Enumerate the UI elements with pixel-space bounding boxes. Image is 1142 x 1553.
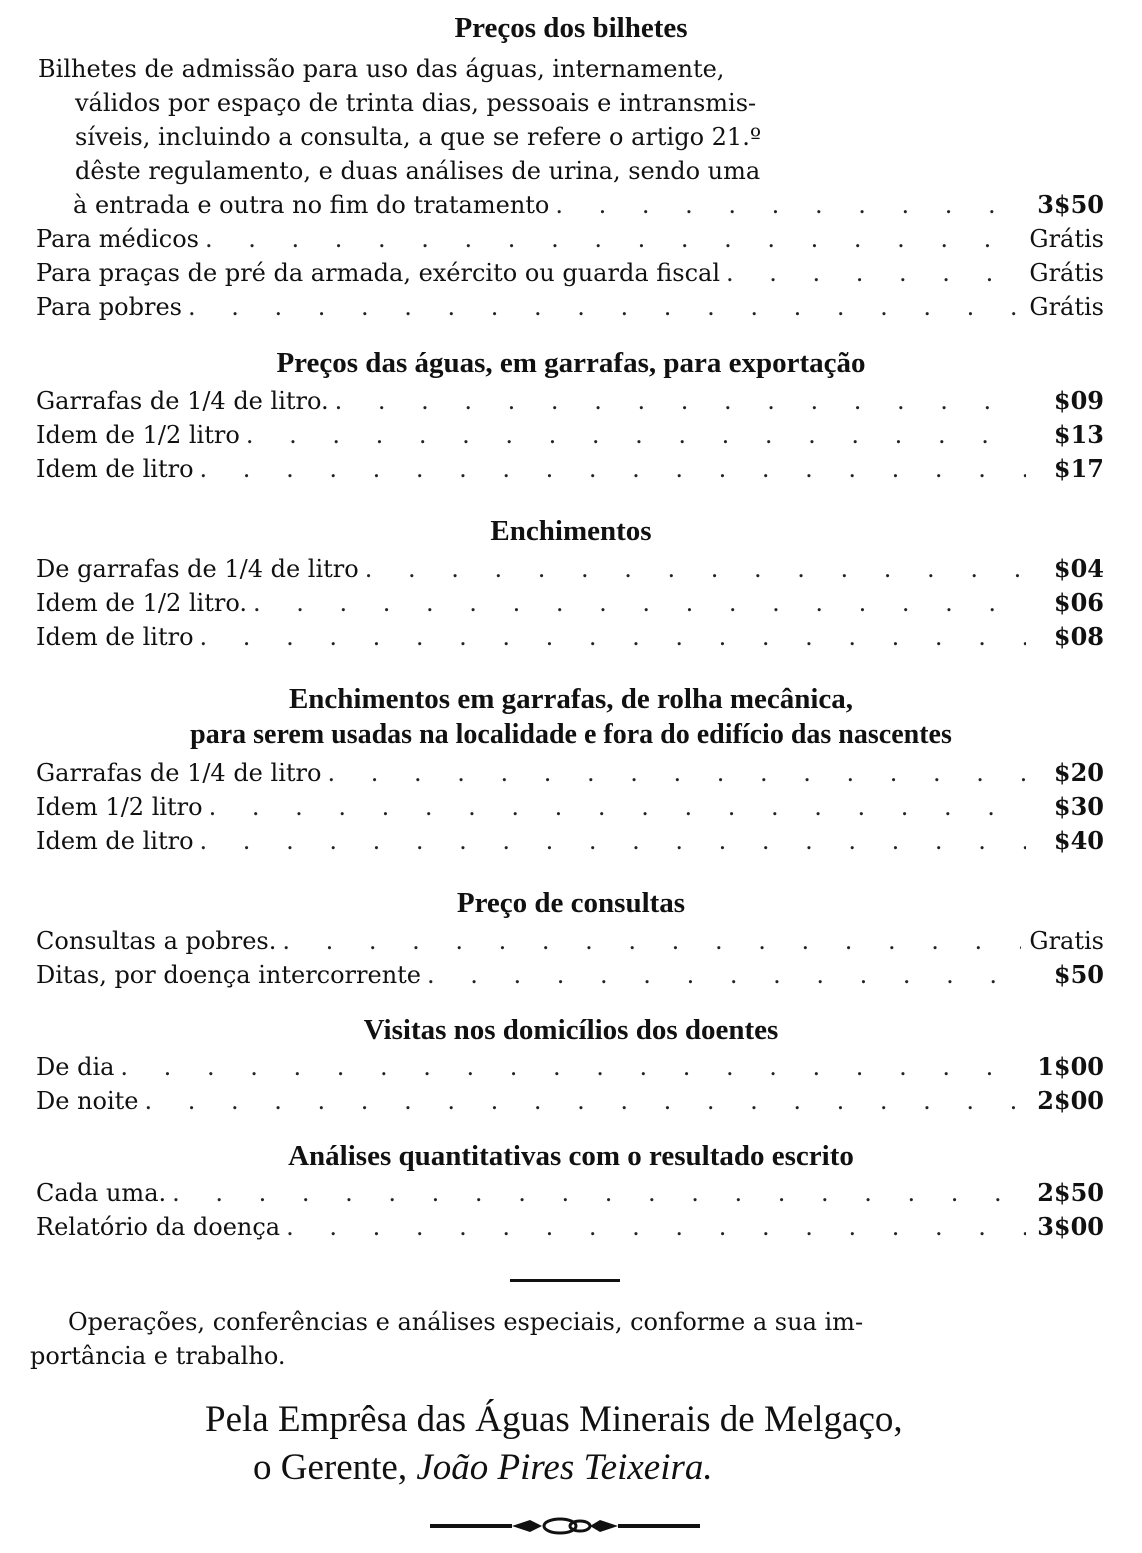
item-price: $06	[1053, 588, 1104, 617]
heading-preco-consultas: Preço de consultas	[456, 887, 686, 919]
item-price: $13	[1053, 420, 1104, 449]
manager-name: João Pires Teixeira.	[416, 1447, 713, 1488]
dot-leader	[145, 1084, 1026, 1118]
item-label: De dia	[36, 1053, 115, 1081]
price-row	[36, 552, 1104, 586]
item-price: 1$00	[1037, 1052, 1104, 1081]
price-row	[36, 1210, 1104, 1244]
item-price: $20	[1053, 758, 1104, 787]
item-label: Idem 1/2 litro	[36, 793, 203, 821]
price-row	[36, 384, 1104, 418]
item-label: Para médicos	[36, 225, 199, 253]
dot-leader	[209, 790, 1026, 824]
item-label: Idem de 1/2 litro	[36, 421, 240, 449]
dot-leader	[327, 756, 1026, 790]
price-row	[36, 924, 1104, 958]
price-row	[36, 1050, 1104, 1084]
dot-leader	[253, 586, 1026, 620]
item-price: $30	[1053, 792, 1104, 821]
description-line: dêste regulamento, e duas análises de urina, sendo uma	[75, 157, 761, 185]
signature-company: Pela Emprêsa das Águas Minerais de Melgaço,	[205, 1399, 903, 1440]
heading-visitas: Visitas nos domicílios dos doentes	[363, 1014, 779, 1046]
section-divider	[510, 1279, 620, 1282]
ornament-divider	[430, 1515, 700, 1537]
item-label: Cada uma.	[36, 1179, 167, 1207]
description-line: síveis, incluindo a consulta, a que se refere o artigo 21.º	[75, 123, 762, 151]
item-label: Idem de litro	[36, 623, 194, 651]
dot-leader	[335, 384, 1026, 418]
description-line: Bilhetes de admissão para uso das águas, internamente,	[38, 55, 725, 83]
price-row	[36, 452, 1104, 486]
item-price: 3$50	[1037, 190, 1104, 219]
item-label: Garrafas de 1/4 de litro	[36, 759, 322, 787]
heading-precos-bilhetes: Preços dos bilhetes	[454, 12, 688, 44]
item-price: $50	[1053, 960, 1104, 989]
heading-analises: Análises quantitativas com o resultado escrito	[288, 1140, 854, 1172]
signature-manager	[253, 1446, 713, 1490]
price-row	[36, 958, 1104, 992]
item-label: Relatório da doença	[36, 1213, 281, 1241]
bilhetes-description	[38, 52, 1108, 188]
item-price: $40	[1053, 826, 1104, 855]
item-price: Grátis	[1029, 259, 1104, 287]
price-row	[36, 790, 1104, 824]
special-services-note	[30, 1305, 1110, 1373]
dot-leader	[555, 188, 1026, 222]
manager-title: o Gerente,	[253, 1447, 408, 1488]
item-label: Idem de litro	[36, 455, 194, 483]
price-row	[36, 256, 1104, 290]
dot-leader	[172, 1176, 1026, 1210]
item-label: Para praças de pré da armada, exército ou guarda fiscal	[36, 259, 721, 287]
heading-enchimentos-rolha: Enchimentos em garrafas, de rolha mecânica,	[288, 683, 854, 715]
price-row	[36, 188, 1104, 222]
dot-leader	[200, 824, 1026, 858]
item-price: 2$50	[1037, 1178, 1104, 1207]
dot-leader	[205, 222, 1021, 256]
dot-leader	[726, 256, 1021, 290]
item-price: $04	[1053, 554, 1104, 583]
dot-leader	[200, 620, 1026, 654]
dot-leader	[286, 1210, 1026, 1244]
price-row	[36, 586, 1104, 620]
item-price: 2$00	[1037, 1086, 1104, 1115]
price-row	[36, 756, 1104, 790]
item-price: Gratis	[1029, 927, 1104, 955]
heading-precos-aguas: Preços das águas, em garrafas, para exportação	[276, 347, 866, 379]
item-price: $09	[1053, 386, 1104, 415]
price-row	[36, 418, 1104, 452]
item-price: $08	[1053, 622, 1104, 651]
dot-leader	[120, 1050, 1026, 1084]
dot-leader	[365, 552, 1026, 586]
dot-leader	[282, 924, 1021, 958]
price-row	[36, 1176, 1104, 1210]
item-label: Consultas a pobres.	[36, 927, 277, 955]
item-label: Idem de 1/2 litro.	[36, 589, 248, 617]
dot-leader	[246, 418, 1026, 452]
item-label: à entrada e outra no fim do tratamento	[73, 191, 550, 219]
dot-leader	[188, 290, 1021, 324]
price-row	[36, 222, 1104, 256]
item-price: 3$00	[1037, 1212, 1104, 1241]
heading-enchimentos: Enchimentos	[490, 515, 652, 547]
dot-leader	[427, 958, 1026, 992]
item-price: Grátis	[1029, 225, 1104, 253]
item-price: $17	[1053, 454, 1104, 483]
item-label: De garrafas de 1/4 de litro	[36, 555, 359, 583]
item-label: Idem de litro	[36, 827, 194, 855]
item-price: Grátis	[1029, 293, 1104, 321]
dot-leader	[200, 452, 1026, 486]
price-row	[36, 1084, 1104, 1118]
note-line: Operações, conferências e análises especiais, conforme a sua im-	[68, 1308, 864, 1336]
item-label: Ditas, por doença intercorrente	[36, 961, 422, 989]
item-label: Para pobres	[36, 293, 182, 321]
price-row	[36, 290, 1104, 324]
price-row	[36, 824, 1104, 858]
item-label: Garrafas de 1/4 de litro.	[36, 387, 329, 415]
heading-enchimentos-rolha-sub: para serem usadas na localidade e fora do edifício das nascentes	[190, 719, 952, 750]
note-line: portância e trabalho.	[30, 1342, 286, 1370]
description-line: válidos por espaço de trinta dias, pessoais e intransmis-	[75, 89, 757, 117]
item-label: De noite	[36, 1087, 139, 1115]
price-row	[36, 620, 1104, 654]
